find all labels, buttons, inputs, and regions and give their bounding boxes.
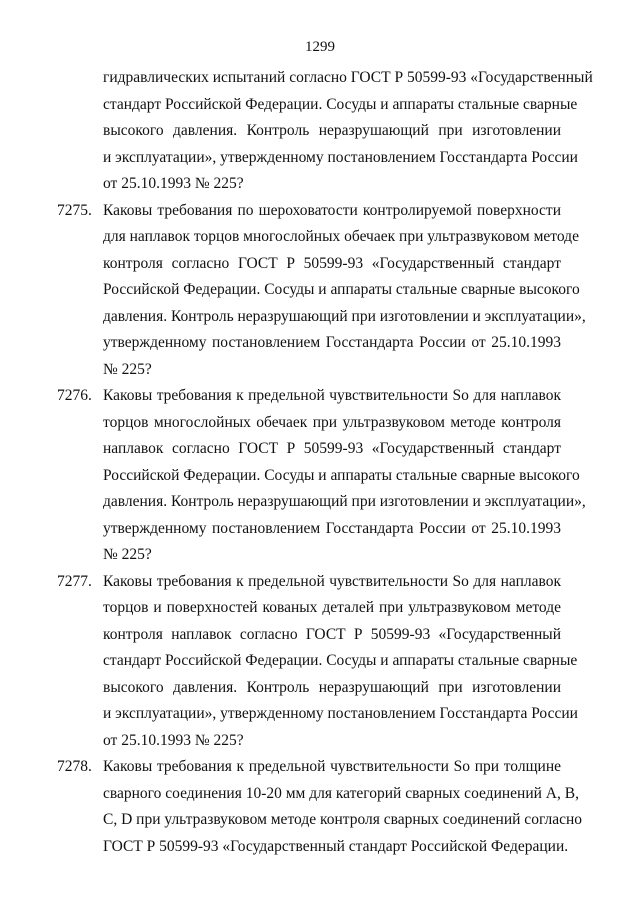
continuation-paragraph	[103, 65, 593, 198]
text-line: Российской Федерации. Сосуды и аппараты стальные сварные высокого	[103, 466, 580, 484]
text-line: стандарт Российской Федерации. Сосуды и аппараты стальные сварные	[103, 652, 578, 669]
question-item-7277	[57, 569, 578, 755]
text-line: давления. Контроль неразрушающий при изготовлении и эксплуатации»,	[103, 493, 586, 510]
text-line: торцов многослойных обечаек при ультразвуковом методе контроля	[103, 413, 561, 431]
text-line: контроля наплавок согласно ГОСТ Р 50599-93 «Государственный	[103, 625, 561, 643]
text-line: и эксплуатации», утвержденному постановлением Госстандарта России	[103, 705, 578, 722]
page-content	[57, 65, 593, 860]
text-line: высокого давления. Контроль неразрушающий при изготовлении	[103, 122, 561, 139]
question-number: 7278.	[57, 758, 92, 775]
text-line: утвержденному постановлением Госстандарта России от 25.10.1993	[103, 519, 561, 537]
question-item-7275	[57, 198, 586, 384]
text-line: ГОСТ Р 50599-93 «Государственный стандарт Российской Федерации.	[103, 837, 569, 855]
text-line: контроля согласно ГОСТ Р 50599-93 «Государственный стандарт	[103, 254, 561, 272]
text-line: № 225?	[103, 546, 152, 563]
text-line: C, D при ультразвуковом методе контроля сварных соединений согласно	[103, 811, 583, 828]
text-line: № 225?	[103, 360, 152, 378]
text-line: стандарт Российской Федерации. Сосуды и аппараты стальные сварные	[103, 95, 578, 113]
text-line: от 25.10.1993 № 225?	[103, 175, 244, 192]
text-line: торцов и поверхностей кованых деталей при ультразвуковом методе	[103, 599, 561, 616]
question-number: 7277.	[57, 572, 92, 590]
question-item-7276	[57, 383, 586, 569]
text-line-content: Каковы требования по шероховатости контролируемой поверхности	[103, 201, 561, 219]
text-line	[57, 569, 561, 596]
question-number: 7276.	[57, 387, 92, 404]
text-line-content: Каковы требования к предельной чувствительности So для наплавок	[103, 387, 561, 404]
text-line: давления. Контроль неразрушающий при изготовлении и эксплуатации»,	[103, 307, 586, 325]
text-line	[57, 754, 561, 781]
text-line: Российской Федерации. Сосуды и аппараты стальные сварные высокого	[103, 281, 580, 298]
text-line: для наплавок торцов многослойных обечаек при ультразвуковом методе	[103, 228, 579, 245]
question-number: 7275.	[57, 201, 92, 219]
text-line-content: Каковы требования к предельной чувствительности So для наплавок	[103, 572, 561, 590]
text-line: и эксплуатации», утвержденному постановлением Госстандарта России	[103, 148, 578, 166]
text-line	[57, 198, 561, 225]
text-line: высокого давления. Контроль неразрушающий при изготовлении	[103, 678, 561, 696]
text-line: наплавок согласно ГОСТ Р 50599-93 «Государственный стандарт	[103, 440, 561, 457]
text-line: гидравлических испытаний согласно ГОСТ Р 50599-93 «Государственный	[103, 69, 593, 86]
page-number: 1299	[305, 39, 335, 55]
text-line	[57, 383, 561, 410]
text-line-content: Каковы требования к предельной чувствительности So при толщине	[103, 758, 561, 775]
text-line: сварного соединения 10-20 мм для категорий сварных соединений A, B,	[103, 784, 579, 802]
text-line: утвержденному постановлением Госстандарта России от 25.10.1993	[103, 334, 561, 351]
text-line: от 25.10.1993 № 225?	[103, 731, 244, 749]
question-item-7278	[57, 754, 583, 860]
